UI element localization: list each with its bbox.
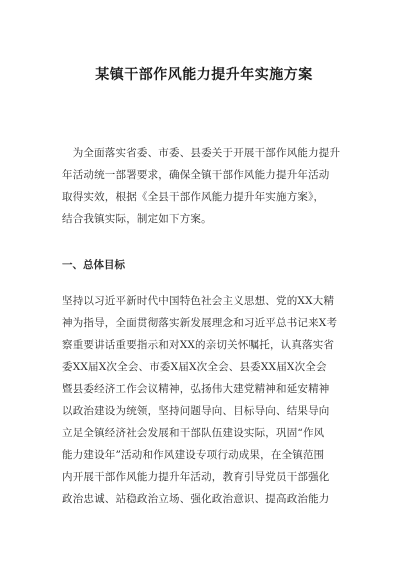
text-line: 能力建设年”活动和作风建设专项行动成果，在全镇范围 [62,449,325,461]
text-line: 年活动统一部署要求，确保全镇干部作风能力提升年活动 [62,169,330,181]
body-paragraph [62,290,352,510]
text-line: 政治忠诚、站稳政治立场、强化政治意识、提高政治能力 [62,493,330,505]
document-title: 某镇干部作风能力提升年实施方案 [95,67,313,83]
text-line: 为全面落实省委、市委、县委关于开展干部作风能力提升 [62,147,341,159]
text-line: 察重要讲话重要指示和对XX的亲切关怀嘱托，认真落实省 [62,339,335,351]
text-line: 以政治建设为统领，坚持问题导向、目标导向、结果导向 [62,405,330,417]
text-line: 委XX届X次全会、市委X届X次全会、县委XX届X次全会 [62,361,327,373]
text-line: 神为指导，全面贯彻落实新发展理念和习近平总书记来X考 [62,317,338,329]
text-line: 内开展干部作风能力提升年活动，教育引导党员干部强化 [62,471,330,483]
text-line: 立足全镇经济社会发展和干部队伍建设实际，巩固“作风 [62,427,325,439]
section-heading: 一、总体目标 [62,259,125,271]
text-line: 坚持以习近平新时代中国特色社会主义思想、党的XX大精 [62,295,335,307]
text-line: 暨县委经济工作会议精神，弘扬伟大建党精神和延安精神 [62,383,330,395]
text-line: 取得实效，根据《全县干部作风能力提升年实施方案》， [62,191,325,203]
intro-paragraph [62,142,352,230]
text-line: 结合我镇实际，制定如下方案。 [62,213,212,225]
